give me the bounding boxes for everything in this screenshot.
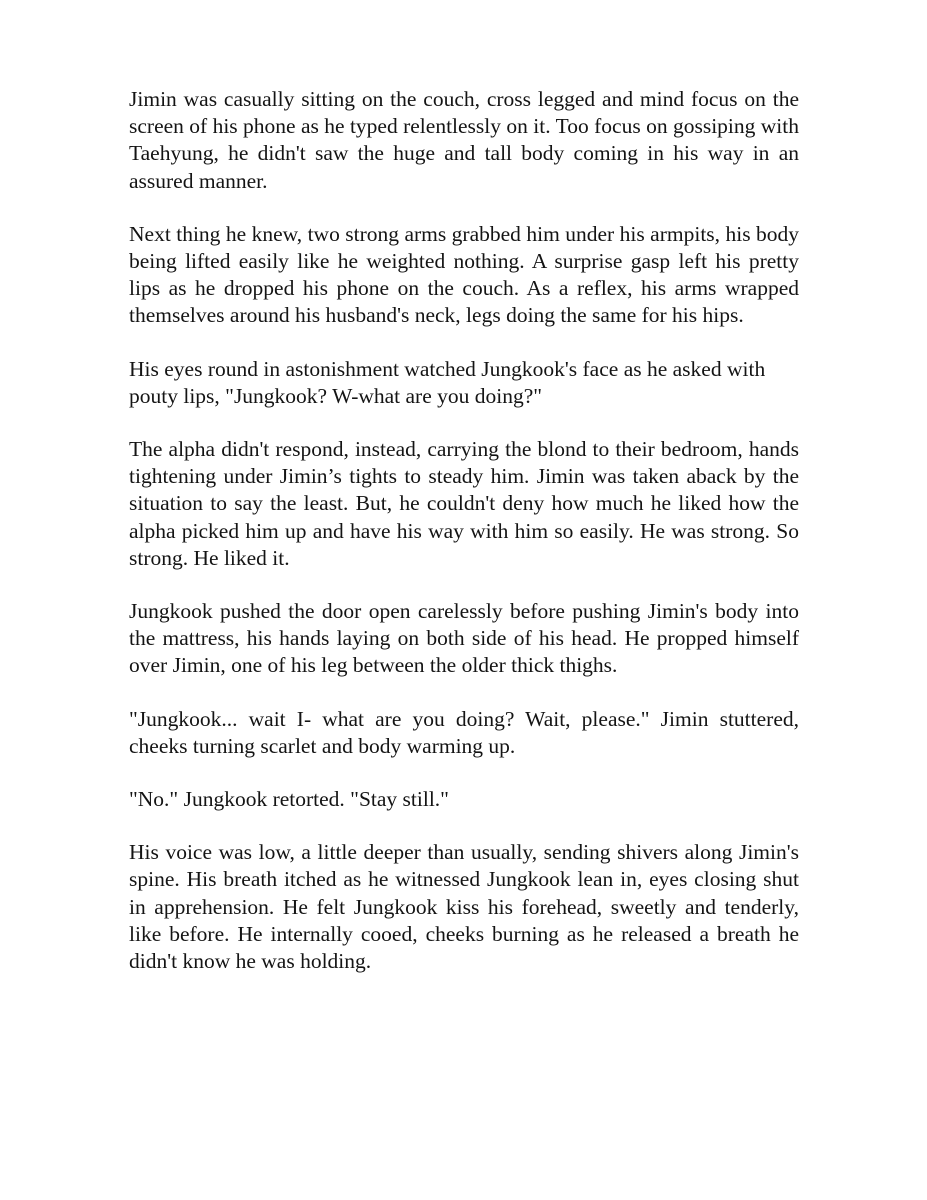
document-page (129, 86, 799, 975)
paragraph-8: His voice was low, a little deeper than usually, sending shivers along Jimin's spine. His breath itched as he witnessed Jungkook lean in, eyes closing shut in apprehension. He felt Jungkook kiss his forehead, sweetly and tenderly, like before. He internally cooed, cheeks burning as he released a breath he didn't know he was holding. (129, 840, 799, 974)
paragraph-2: Next thing he knew, two strong arms grabbed him under his armpits, his body being lifted easily like he weighted nothing. A surprise gasp left his pretty lips as he dropped his phone on the couch. As a reflex, his arms wrapped themselves around his husband's neck, legs doing the same for his hips. (129, 221, 799, 328)
paragraph-3: His eyes round in astonishment watched Jungkook's face as he asked with pouty lips, "Jungkook? W-what are you doing?" (129, 356, 766, 408)
paragraph-4: The alpha didn't respond, instead, carrying the blond to their bedroom, hands tightening under Jimin’s tights to steady him. Jimin was taken aback by the situation to say the least. But, he couldn't deny how much he liked how the alpha picked him up and have his way with him so easily. He was strong. So strong. He liked it. (129, 437, 799, 570)
paragraph-7: "No." Jungkook retorted. "Stay still." (129, 787, 449, 812)
paragraph-6: "Jungkook... wait I- what are you doing? Wait, please." Jimin stuttered, cheeks turning scarlet and body warming up. (129, 706, 799, 758)
paragraph-1: Jimin was casually sitting on the couch, cross legged and mind focus on the screen of his phone as he typed relentlessly on it. Too focus on gossiping with Taehyung, he didn't saw the huge and tall body coming in his way in an assured manner. (129, 87, 799, 193)
paragraph-5: Jungkook pushed the door open carelessly before pushing Jimin's body into the mattress, his hands laying on both side of his head. He propped himself over Jimin, one of his leg between the older thick thighs. (129, 599, 799, 678)
